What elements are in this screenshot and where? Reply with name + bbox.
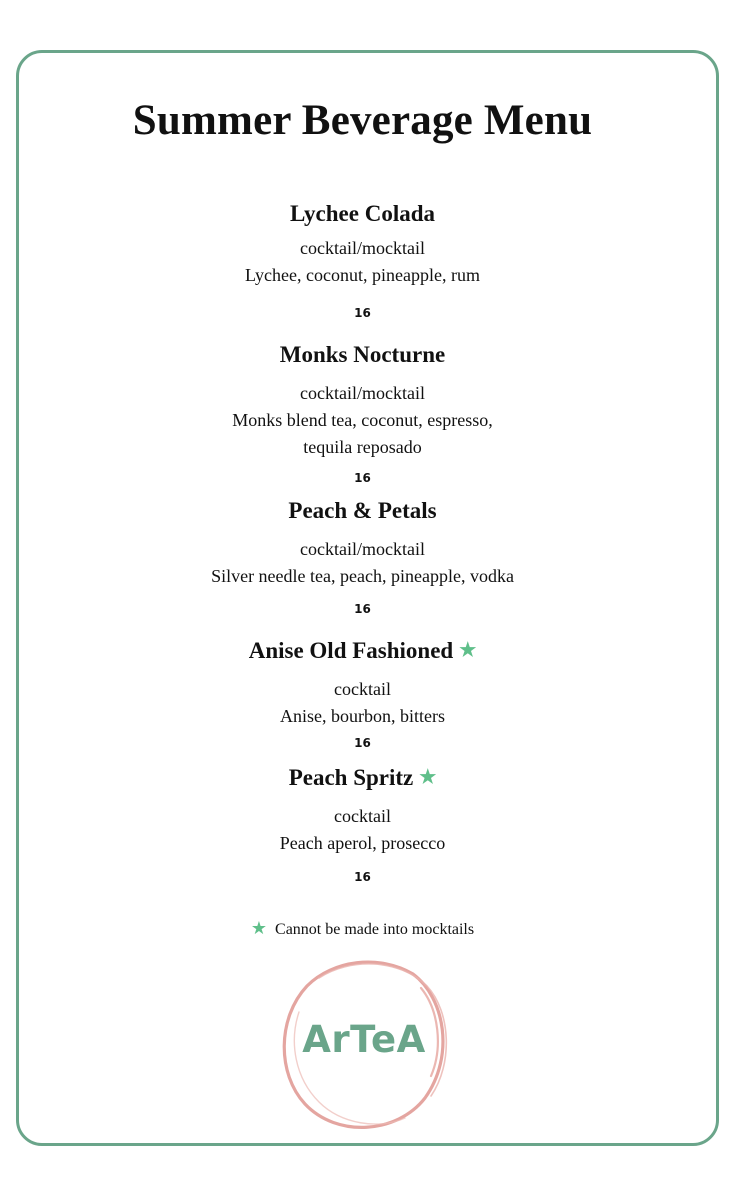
item-name: Lychee Colada bbox=[289, 201, 436, 226]
footnote bbox=[0, 918, 725, 939]
item-description: Lychee, coconut, pineapple, rum bbox=[245, 265, 480, 285]
menu-item-peach-spritz bbox=[0, 764, 725, 857]
menu-title: Summer Beverage Menu bbox=[132, 97, 593, 144]
item-price: 16 bbox=[354, 306, 371, 320]
menu-item-anise-old-fashioned bbox=[0, 637, 725, 730]
logo-wordmark: ArTeA bbox=[302, 1018, 426, 1061]
item-type: cocktail/mocktail bbox=[300, 238, 425, 258]
item-name: Peach & Petals bbox=[288, 498, 437, 523]
menu-item-monks-nocturne bbox=[0, 341, 725, 461]
item-type: cocktail/mocktail bbox=[300, 383, 425, 403]
item-name: Monks Nocturne bbox=[279, 342, 446, 367]
star-icon: ★ bbox=[459, 640, 477, 661]
item-description: tequila reposado bbox=[303, 437, 422, 457]
artea-logo bbox=[275, 952, 453, 1134]
menu-item-peach-petals bbox=[0, 497, 725, 590]
item-description: Silver needle tea, peach, pineapple, vodka bbox=[211, 566, 514, 586]
item-type: cocktail bbox=[334, 806, 391, 826]
item-name: Anise Old Fashioned ★ bbox=[248, 638, 477, 663]
item-price: 16 bbox=[354, 736, 371, 750]
footnote-text: Cannot be made into mocktails bbox=[275, 921, 475, 938]
menu-item-lychee-colada bbox=[0, 200, 725, 289]
star-icon: ★ bbox=[250, 918, 268, 938]
item-type: cocktail bbox=[334, 679, 391, 699]
item-price: 16 bbox=[354, 870, 371, 884]
item-name: Peach Spritz ★ bbox=[288, 765, 437, 790]
item-description: Monks blend tea, coconut, espresso, bbox=[232, 410, 493, 430]
item-description: Peach aperol, prosecco bbox=[279, 833, 446, 853]
item-type: cocktail/mocktail bbox=[300, 539, 425, 559]
item-price: 16 bbox=[354, 471, 371, 485]
star-icon: ★ bbox=[419, 767, 437, 788]
item-description: Anise, bourbon, bitters bbox=[280, 706, 445, 726]
item-price: 16 bbox=[354, 602, 371, 616]
